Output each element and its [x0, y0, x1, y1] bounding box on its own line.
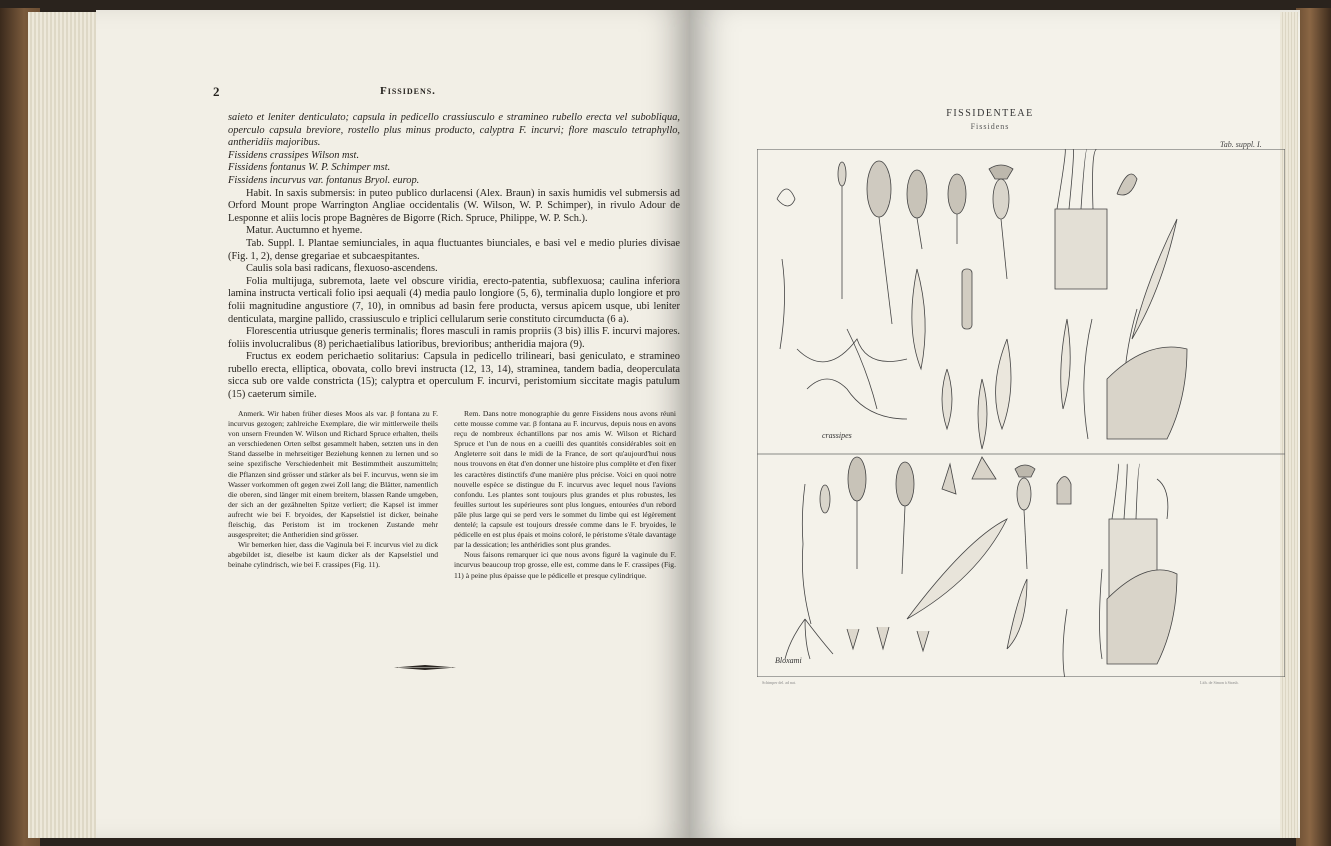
main-text	[228, 112, 680, 402]
plate-title: FISSIDENTEAE	[946, 108, 1034, 119]
plate-tab-label: Tab. suppl. I.	[1220, 140, 1262, 149]
diagnosis-paragraph: saieto et leniter denticulato; capsula in pedicello crassiusculo e stramineo rubello erecta vel subobliqua, operculo capsula breviore, rostello plus minus producto, calyptra F. incurvi; flore masculo tetraphyllo, antheridiis majoribus.	[228, 112, 680, 149]
page-edges-left	[28, 12, 98, 838]
french-note-paragraph: Nous faisons remarquer ici que nous avons figuré la vaginule du F. incurvus beaucoup trop grosse, elle est, comme dans le F. crassipes (Fig. 11) à peine plus épaisse que le pédicelle et presque cylindrique.	[454, 550, 676, 580]
german-note-paragraph: Anmerk. Wir haben früher dieses Moos als var. β fontana zu F. incurvus gezogen; zahlreiche Exemplare, die wir mittlerweile theils von unsern Freunden W. Wilson und Richard Spruce erhalten, theils an verschiedenen Orten selbst gesammelt haben, setzten uns in den Stand dasselbe in mehrseitiger Beziehung kennen zu lernen und so seine spezifische Verschiedenheit mit Bestimmtheit auszumitteln; die Pflanzen sind grösser und stärker als bei F. incurvus, wenn sie im Wasser vorkommen oft gegen zwei Zoll lang; die Blätter, namentlich die oberen, sind länger mit einem breitern, blassen Rande umgeben, der sich an der gezähnelten Spitze verliert; die Kapsel ist immer aufrecht wie bei F. bryoides, der Kapselstiel ist dicker, beinahe fleischig, das Peristom ist im trockenen Zustande mehr ausgespreitet; die Antheridien sind grösser.	[228, 409, 438, 540]
plate-footnote-right: Lith. de Simon à Strasb.	[1200, 680, 1239, 685]
moss-figures-bottom	[785, 457, 1177, 677]
synonym-line: Fissidens incurvus var. fontanus Bryol. europ.	[228, 174, 420, 186]
synonym-line: Fissidens fontanus W. P. Schimper mst.	[228, 162, 391, 174]
caulis-paragraph: Caulis sola basi radicans, flexuoso-ascendens.	[246, 263, 438, 275]
moss-figures-top	[777, 149, 1187, 449]
german-note-paragraph: Wir bemerken hier, dass die Vaginula bei F. incurvus viel zu dick abgebildet ist, dieselbe ist kaum dicker als der Kapselstiel und beinahe cylindrisch, wie bei F. crassipes (Fig. 11).	[228, 540, 438, 570]
french-note-paragraph: Rem. Dans notre monographie du genre Fissidens nous avons réuni cette mousse comme var. β fontana au F. incurvus, depuis nous en avons reçu de nombreux échantillons par nos amis W. Wilson et Richard Spruce et l'un de nous en a cueilli des quantités considérables soit en Angleterre soit dans le midi de la France, de sort qu'aujourd'hui nous nous trouvons en état d'en donner une histoire plus complète et d'en fixer les caractères distinctifs d'une manière plus précise. Voici en quoi notre nouvelle espèce se distingue du F. incurvus avec lequel nous l'avions confondu. Les plantes sont toujours plus grandes et plus robustes, les feuilles surtout les supérieures sont plus longues, entourées d'un rebord pâle plus large qui se perd vers le sommet du limbe qui est légèrement dentelé; la capsule est toujours dressée comme dans le F. bryoides, le pédicelle en est plus épais et moins coloré, le péristome s'étale davantage par la dessication; les anthéridies sont plus grandes.	[454, 409, 676, 550]
plate-footnote-left: Schimper del. ad nat.	[762, 680, 796, 685]
end-ornament	[394, 664, 456, 671]
synonym-line: Fissidens crassipes Wilson mst.	[228, 149, 360, 161]
german-note-column	[228, 409, 438, 571]
book-cover-right	[1296, 8, 1331, 846]
folia-paragraph: Folia multijuga, subremota, laete vel obscure viridia, erecto-patentia, subflexuosa; caulina inferiora lamina instructa verticali folio ipsi aequali (4) media paulo longiore (5, 6), terminalia duplo longiore et pro folii magnitudine angustiore (7, 10), in omnibus ad basin fere producta, versus apicem usque, ubi leniter denticulata, margine pallido, crassiusculo e triplici cellularum serie constituto circumducta (6 a).	[228, 275, 680, 325]
habitat-paragraph: Habit. In saxis submersis: in puteo publico durlacensi (Alex. Braun) in saxis humidis vel submersis ad Orford Mount prope Warrington Angliae occidentalis (W. Wilson, W. P. Schimper), in rivulo Adour de Lesponne et aliis locis prope Bagnères de Bigorre (Rich. Spruce, Philippe, W. P. Sch.).	[228, 187, 680, 224]
french-note-column	[454, 409, 676, 581]
maturity-paragraph: Matur. Auctumno et hyeme.	[246, 225, 363, 237]
botanical-plate	[757, 149, 1285, 677]
tab-paragraph: Tab. Suppl. I. Plantae semiunciales, in aqua fluctuantes biunciales, e basi vel e medio pluries divisae (Fig. 1, 2), dense gregariae et subcaespitantes.	[228, 237, 680, 262]
plate-caption-top: crassipes	[822, 431, 852, 440]
running-head: Fissidens.	[380, 85, 436, 97]
plate-caption-bottom: Bloxami	[775, 656, 802, 665]
fructus-paragraph: Fructus ex eodem perichaetio solitarius: Capsula in pedicello trilineari, basi geniculato, e stramineo rubello erecta, elliptica, obovata, collo brevi instructa (12, 13, 14), straminea, tandem badia, deoperculata sicca sub ore valde constricta (15); calyptra et operculum F. incurvi, peristomium siccitate magis patulum (15) caeterum simile.	[228, 351, 680, 401]
page-number: 2	[213, 84, 220, 99]
plate-subtitle: Fissidens	[970, 122, 1010, 131]
florescentia-paragraph: Florescentia utriusque generis terminalis; flores masculi in ramis propriis (3 bis) illis F. incurvi majores. foliis involucralibus (8) perichaetialibus latioribus, brevioribus; antheridia majora (9).	[228, 326, 680, 350]
